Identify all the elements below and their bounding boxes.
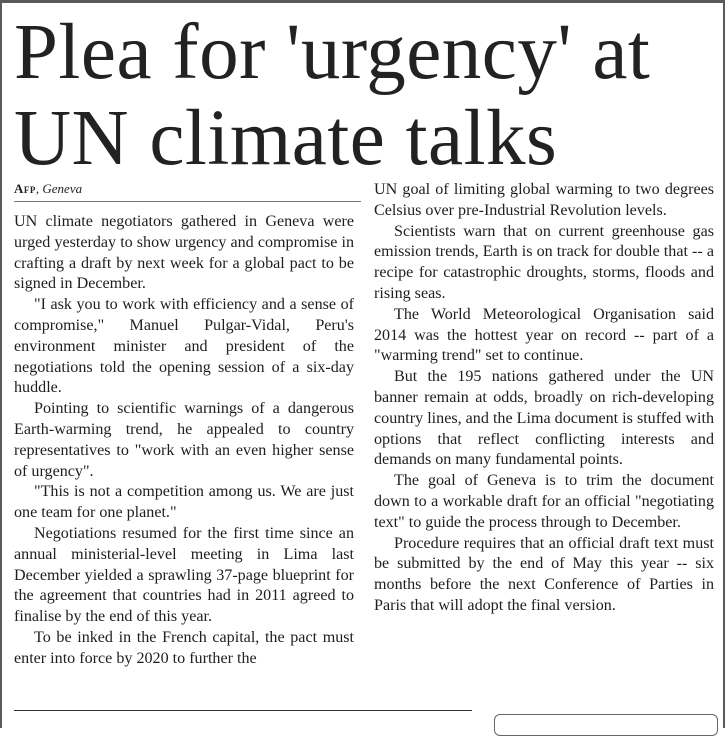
- bottom-rule: [14, 710, 472, 711]
- byline: [14, 181, 82, 197]
- paragraph: The World Meteorological Organisation said 2014 was the hottest year on record -- part of a "warming trend" set to continue.: [374, 305, 714, 365]
- paragraph: "This is not a competition among us. We are just one team for one planet.": [14, 483, 354, 522]
- paragraph: The goal of Geneva is to trim the document down to a workable draft for an official "negotiating text" to guide the process through to December.: [374, 472, 714, 531]
- paragraph: To be inked in the French capital, the pact must enter into force by 2020 to further the: [14, 628, 354, 667]
- article-column-1: [14, 212, 354, 670]
- frame-left-border: [0, 0, 2, 728]
- paragraph: But the 195 nations gathered under the UN banner remain at odds, broadly on rich-developing country lines, and the Lima document is stuffed with options that reflect conflicting interests and demands on many fundamental points.: [374, 368, 714, 469]
- paragraph: Procedure requires that an official draft text must be submitted by the end of May this year -- six months before the next Conference of Parties in Paris that will adopt the final version.: [374, 534, 714, 614]
- paragraph: Scientists warn that on current greenhouse gas emission trends, Earth is on track for double that -- a recipe for catastrophic droughts, storms, floods and rising seas.: [374, 222, 714, 302]
- byline-rule: [14, 201, 361, 202]
- byline-place: Geneva: [42, 181, 83, 196]
- byline-separator: ,: [35, 181, 43, 196]
- paragraph: Negotiations resumed for the first time since an annual ministerial-level meeting in Lima last December yielded a sprawling 37-page blueprint for the agreement that countries had in 2011 agreed to finalise by the end of this year.: [14, 524, 354, 626]
- article-column-2: [374, 180, 714, 617]
- paragraph: UN goal of limiting global warming to two degrees Celsius over pre-Industrial Revolution levels.: [374, 181, 714, 219]
- paragraph: Pointing to scientific warnings of a dangerous Earth-warming trend, he appealed to country representatives to "work with an even higher sense of urgency".: [14, 400, 354, 480]
- headline: [14, 10, 719, 182]
- paragraph: UN climate negotiators gathered in Geneva were urged yesterday to show urgency and compromise in crafting a draft by next week for a global pact to be signed in December.: [14, 213, 354, 293]
- paragraph: "I ask you to work with efficiency and a sense of compromise," Manuel Pulgar-Vidal, Peru's environment minister and president of the negotiations told the opening session of a six-day huddle.: [14, 296, 354, 397]
- byline-agency: Afp: [14, 181, 36, 196]
- headline-line-1: Plea for 'urgency' at: [14, 9, 651, 96]
- adjacent-article-box: [494, 714, 718, 736]
- headline-line-2: UN climate talks: [14, 95, 558, 182]
- frame-top-border: [0, 0, 725, 3]
